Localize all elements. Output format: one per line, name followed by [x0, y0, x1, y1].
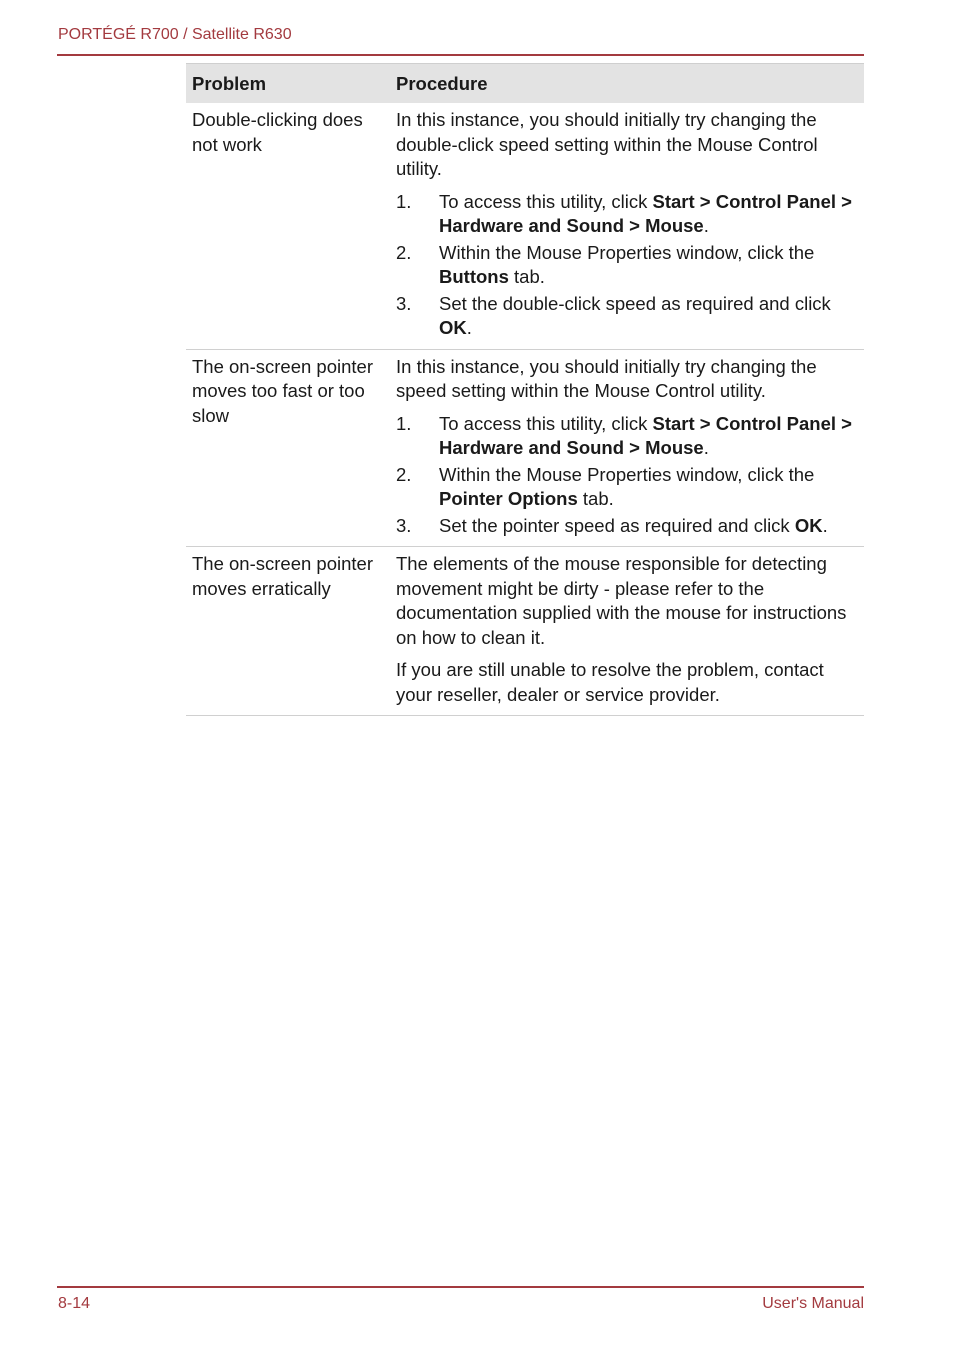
procedure-step — [396, 241, 858, 290]
step-number: 1. — [396, 190, 412, 212]
procedure-paragraph: The elements of the mouse responsible for detecting movement might be dirty - please refer to the documentation supplied with the mouse for instructions on how to clean it. — [396, 553, 847, 648]
step-text — [439, 514, 858, 539]
problem-cell: Double-clicking does not work — [192, 109, 363, 155]
header-divider — [57, 54, 864, 56]
step-text — [439, 412, 858, 461]
step-text-plain: tab. — [577, 488, 614, 509]
problem-cell: The on-screen pointer moves erratically — [192, 553, 373, 599]
procedure-cell — [390, 350, 864, 547]
step-text-bold: OK — [794, 514, 823, 536]
step-text-bold: Start > Control Panel > Hardware and Sound > Mouse — [439, 190, 852, 236]
procedure-step — [396, 292, 858, 341]
column-header-procedure: Procedure — [396, 72, 488, 94]
procedure-step — [396, 463, 858, 512]
step-text-bold: OK — [439, 317, 467, 338]
step-text-bold: Buttons — [439, 266, 509, 287]
procedure-steps — [396, 190, 858, 341]
page-number: 8-14 — [58, 1295, 91, 1312]
step-text — [439, 190, 858, 239]
step-text-bold: Pointer Options — [439, 488, 578, 509]
document-header-title: PORTÉGÉ R700 / Satellite R630 — [58, 26, 292, 43]
procedure-cell — [390, 103, 864, 349]
step-text-plain: tab. — [508, 266, 545, 287]
step-text-plain: To access this utility, click — [439, 190, 653, 212]
procedure-steps — [396, 412, 858, 539]
step-text-plain: To access this utility, click — [439, 412, 653, 434]
procedure-intro: In this instance, you should initially try changing the speed setting within the Mouse Control utility. — [396, 355, 817, 401]
procedure-intro: In this instance, you should initially try changing the double-click speed setting within the Mouse Control utility. — [396, 109, 818, 179]
step-number: 3. — [396, 292, 412, 314]
step-text-plain: . — [822, 514, 828, 536]
procedure-step — [396, 514, 858, 539]
step-text — [439, 292, 858, 341]
table-header-row — [186, 64, 864, 103]
step-text-plain: Within the Mouse Properties window, click the — [439, 241, 815, 263]
step-number: 1. — [396, 412, 412, 434]
procedure-cell — [390, 547, 864, 715]
step-text-plain: Set the double-click speed as required and click — [439, 292, 831, 314]
step-number: 2. — [396, 463, 412, 485]
footer-manual-label: User's Manual — [762, 1295, 864, 1312]
footer-divider — [57, 1286, 864, 1288]
table-row — [186, 103, 864, 350]
step-text-plain: Set the pointer speed as required and click — [439, 514, 795, 536]
step-text-plain: . — [703, 437, 709, 458]
step-text-plain: . — [466, 317, 472, 338]
step-text-bold: Start > Control Panel > Hardware and Sound > Mouse — [439, 412, 852, 458]
step-text-plain: . — [703, 215, 709, 236]
procedure-step — [396, 190, 858, 239]
step-text — [439, 463, 858, 512]
step-text — [439, 241, 858, 290]
problem-cell: The on-screen pointer moves too fast or too slow — [192, 355, 373, 426]
procedure-paragraph: If you are still unable to resolve the problem, contact your reseller, dealer or service provider. — [396, 659, 824, 705]
troubleshooting-table — [186, 63, 864, 716]
table-row — [186, 547, 864, 716]
procedure-step — [396, 412, 858, 461]
step-text-plain: Within the Mouse Properties window, click the — [439, 463, 815, 485]
table-row — [186, 350, 864, 548]
step-number: 2. — [396, 241, 412, 263]
step-number: 3. — [396, 514, 412, 536]
column-header-problem: Problem — [192, 72, 267, 94]
